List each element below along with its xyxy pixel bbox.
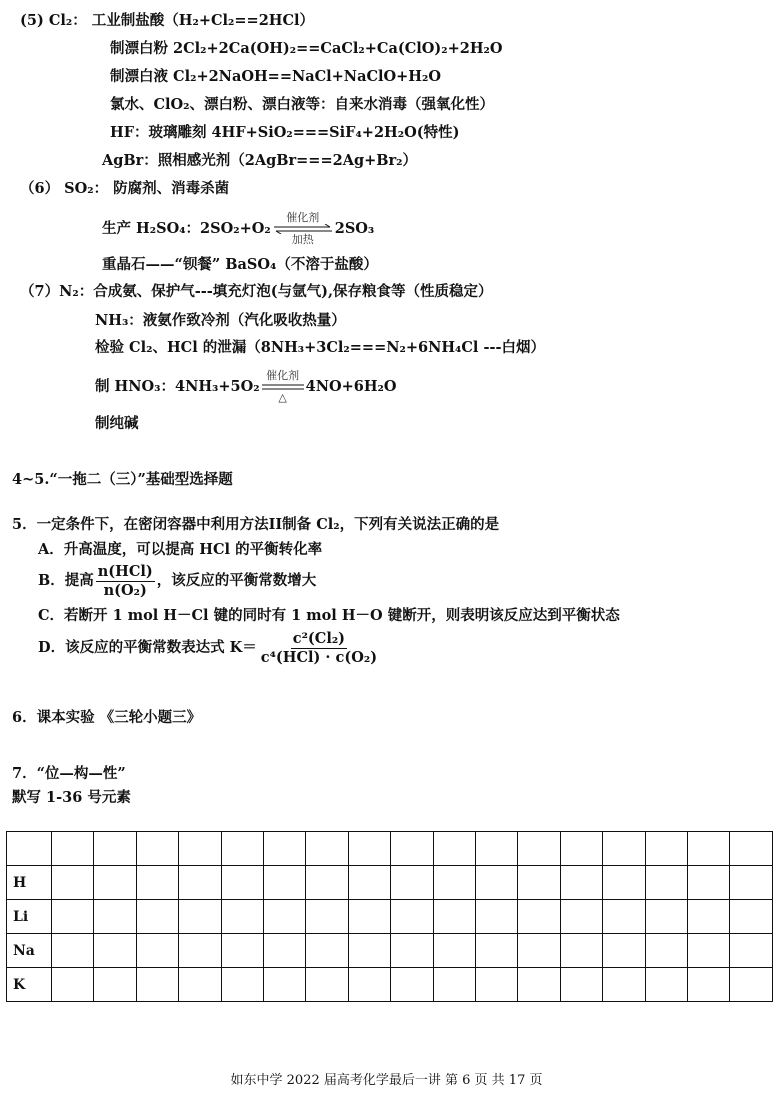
table-cell[interactable]	[263, 968, 305, 1002]
ratio-fraction	[96, 563, 155, 600]
table-cell[interactable]	[179, 866, 221, 900]
table-cell[interactable]	[136, 832, 178, 866]
soda-line: 制纯碱	[95, 415, 139, 432]
table-cell[interactable]	[306, 900, 348, 934]
leak-test-line: 检验 Cl₂、HCl 的泄漏（8NH₃+3Cl₂===N₂+6NH₄Cl ---白烟）	[95, 339, 546, 356]
q5-option-b	[38, 562, 316, 600]
s5-heading: (5) Cl₂： 工业制盐酸（H₂+Cl₂==2HCl）	[20, 12, 315, 29]
table-cell[interactable]	[136, 968, 178, 1002]
table-cell[interactable]	[221, 866, 263, 900]
table-cell[interactable]	[136, 934, 178, 968]
condition-arrow	[261, 370, 305, 404]
table-cell[interactable]	[391, 832, 433, 866]
fraction-denominator: n(O₂)	[103, 581, 147, 599]
table-cell[interactable]	[730, 866, 773, 900]
table-cell[interactable]	[730, 900, 773, 934]
table-cell[interactable]	[475, 866, 517, 900]
q5-option-c: C．若断开 1 mol H－Cl 键的同时有 1 mol H－O 键断开，则表明该反应达到平衡状态	[38, 607, 620, 624]
table-cell[interactable]	[560, 832, 602, 866]
table-cell[interactable]	[603, 832, 645, 866]
table-cell[interactable]	[221, 900, 263, 934]
table-cell[interactable]	[348, 968, 390, 1002]
q5-option-a: A．升高温度，可以提高 HCl 的平衡转化率	[38, 541, 323, 558]
table-cell[interactable]	[306, 866, 348, 900]
table-cell[interactable]	[94, 900, 136, 934]
q7-heading: 7．“位—构—性”	[12, 765, 126, 782]
table-cell[interactable]	[179, 934, 221, 968]
option-d-prefix: D．该反应的平衡常数表达式 K＝	[38, 639, 257, 656]
table-cell[interactable]	[94, 934, 136, 968]
fraction-denominator: c⁴(HCl) · c(O₂)	[260, 648, 378, 666]
table-cell[interactable]	[688, 968, 730, 1002]
row-label-cell: Na	[7, 934, 52, 968]
table-row	[7, 832, 773, 866]
periodic-table-grid	[6, 831, 773, 1002]
table-cell[interactable]	[518, 866, 560, 900]
table-cell[interactable]	[306, 832, 348, 866]
table-cell[interactable]	[433, 832, 475, 866]
row-label-cell: K	[7, 968, 52, 1002]
table-row	[7, 968, 773, 1002]
table-cell[interactable]	[263, 866, 305, 900]
table-cell[interactable]	[391, 968, 433, 1002]
table-cell[interactable]	[51, 866, 93, 900]
table-cell[interactable]	[560, 900, 602, 934]
catalyst-label: 催化剂	[286, 211, 320, 224]
table-cell[interactable]	[94, 866, 136, 900]
table-cell[interactable]	[391, 866, 433, 900]
table-cell[interactable]	[518, 934, 560, 968]
table-cell[interactable]	[51, 832, 93, 866]
table-cell[interactable]	[94, 832, 136, 866]
table-row	[7, 934, 773, 968]
table-cell[interactable]	[179, 968, 221, 1002]
table-cell[interactable]	[306, 934, 348, 968]
s7-heading: （7）N₂：合成氨、保护气---填充灯泡(与氩气),保存粮食等（性质稳定）	[20, 283, 493, 300]
page-footer: 如东中学 2022 届高考化学最后一讲 第 6 页 共 17 页	[230, 1073, 543, 1088]
table-cell[interactable]	[221, 934, 263, 968]
table-cell[interactable]	[645, 900, 687, 934]
table-cell[interactable]	[560, 934, 602, 968]
table-cell[interactable]	[263, 832, 305, 866]
table-cell[interactable]	[221, 968, 263, 1002]
table-cell[interactable]	[730, 832, 773, 866]
table-cell[interactable]	[475, 832, 517, 866]
table-cell[interactable]	[645, 832, 687, 866]
table-cell[interactable]	[518, 968, 560, 1002]
table-cell[interactable]	[391, 900, 433, 934]
row-label-cell	[7, 832, 52, 866]
nitric-acid-line	[95, 370, 397, 404]
table-cell[interactable]	[348, 934, 390, 968]
table-cell[interactable]	[518, 900, 560, 934]
table-cell[interactable]	[348, 900, 390, 934]
table-cell[interactable]	[433, 900, 475, 934]
barite-line: 重晶石——“钡餐” BaSO₄（不溶于盐酸）	[102, 256, 378, 273]
hno3-rhs: 4NO+6H₂O	[305, 378, 397, 395]
table-cell[interactable]	[51, 968, 93, 1002]
agbr-line: AgBr：照相感光剂（2AgBr===2Ag+Br₂）	[102, 152, 417, 169]
table-cell[interactable]	[348, 832, 390, 866]
table-cell[interactable]	[179, 832, 221, 866]
fraction-numerator: c²(Cl₂)	[292, 629, 346, 647]
equilibrium-constant-fraction	[259, 630, 379, 667]
table-cell[interactable]	[136, 866, 178, 900]
bleaching-powder-line: 制漂白粉 2Cl₂+2Ca(OH)₂==CaCl₂+Ca(ClO)₂+2H₂O	[110, 40, 503, 57]
table-cell[interactable]	[348, 866, 390, 900]
option-b-prefix: B．提高	[38, 572, 94, 589]
table-cell[interactable]	[688, 866, 730, 900]
table-cell[interactable]	[391, 934, 433, 968]
q5-option-d	[38, 628, 381, 668]
q6-heading: 6．课本实验 《三轮小题三》	[12, 709, 202, 726]
table-cell[interactable]	[263, 934, 305, 968]
h2so4-rhs: 2SO₃	[334, 220, 375, 237]
q5-stem: 5．一定条件下，在密闭容器中利用方法II制备 Cl₂，下列有关说法正确的是	[12, 516, 500, 533]
table-cell[interactable]	[433, 866, 475, 900]
row-label-cell: H	[7, 866, 52, 900]
table-cell[interactable]	[645, 866, 687, 900]
table-cell[interactable]	[179, 900, 221, 934]
catalyst-label: 催化剂	[266, 369, 300, 382]
row-label-cell: Li	[7, 900, 52, 934]
table-cell[interactable]	[603, 900, 645, 934]
hf-line: HF：玻璃雕刻 4HF+SiO₂===SiF₄+2H₂O(特性)	[110, 124, 460, 141]
sulfuric-acid-line	[102, 212, 374, 246]
table-cell[interactable]	[688, 900, 730, 934]
bleaching-liquid-line: 制漂白液 Cl₂+2NaOH==NaCl+NaClO+H₂O	[110, 68, 441, 85]
table-cell[interactable]	[688, 832, 730, 866]
table-cell[interactable]	[221, 832, 263, 866]
table-cell[interactable]	[730, 934, 773, 968]
hno3-lhs: 制 HNO₃：4NH₃+5O₂	[95, 378, 260, 395]
heat-label: 加热	[291, 233, 314, 246]
table-cell[interactable]	[603, 968, 645, 1002]
table-cell[interactable]	[603, 934, 645, 968]
table-cell[interactable]	[306, 968, 348, 1002]
table-cell[interactable]	[136, 900, 178, 934]
disinfection-line: 氯水、ClO₂、漂白粉、漂白液等：自来水消毒（强氧化性）	[110, 96, 495, 113]
table-cell[interactable]	[645, 968, 687, 1002]
table-cell[interactable]	[433, 968, 475, 1002]
table-cell[interactable]	[603, 866, 645, 900]
table-cell[interactable]	[94, 968, 136, 1002]
table-row	[7, 900, 773, 934]
table-cell[interactable]	[645, 934, 687, 968]
table-cell[interactable]	[560, 866, 602, 900]
option-b-suffix: ，该反应的平衡常数增大	[156, 572, 317, 589]
h2so4-lhs: 生产 H₂SO₄：2SO₂+O₂	[102, 220, 271, 237]
s6-heading: （6） SO₂： 防腐剂、消毒杀菌	[20, 180, 230, 197]
table-cell[interactable]	[263, 900, 305, 934]
table-cell[interactable]	[518, 832, 560, 866]
q45-heading: 4~5.“一拖二（三）”基础型选择题	[12, 471, 233, 488]
fraction-numerator: n(HCl)	[97, 562, 153, 580]
table-cell[interactable]	[51, 934, 93, 968]
table-cell[interactable]	[475, 900, 517, 934]
table-cell[interactable]	[475, 934, 517, 968]
table-cell[interactable]	[560, 968, 602, 1002]
table-cell[interactable]	[433, 934, 475, 968]
heat-triangle-label: △	[278, 391, 287, 404]
q7-instruction: 默写 1-36 号元素	[12, 789, 131, 806]
table-cell[interactable]	[51, 900, 93, 934]
nh3-line: NH₃：液氨作致冷剂（汽化吸收热量）	[95, 312, 346, 329]
table-cell[interactable]	[730, 968, 773, 1002]
reversible-arrow	[272, 212, 334, 246]
table-cell[interactable]	[475, 968, 517, 1002]
table-cell[interactable]	[688, 934, 730, 968]
table-row	[7, 866, 773, 900]
